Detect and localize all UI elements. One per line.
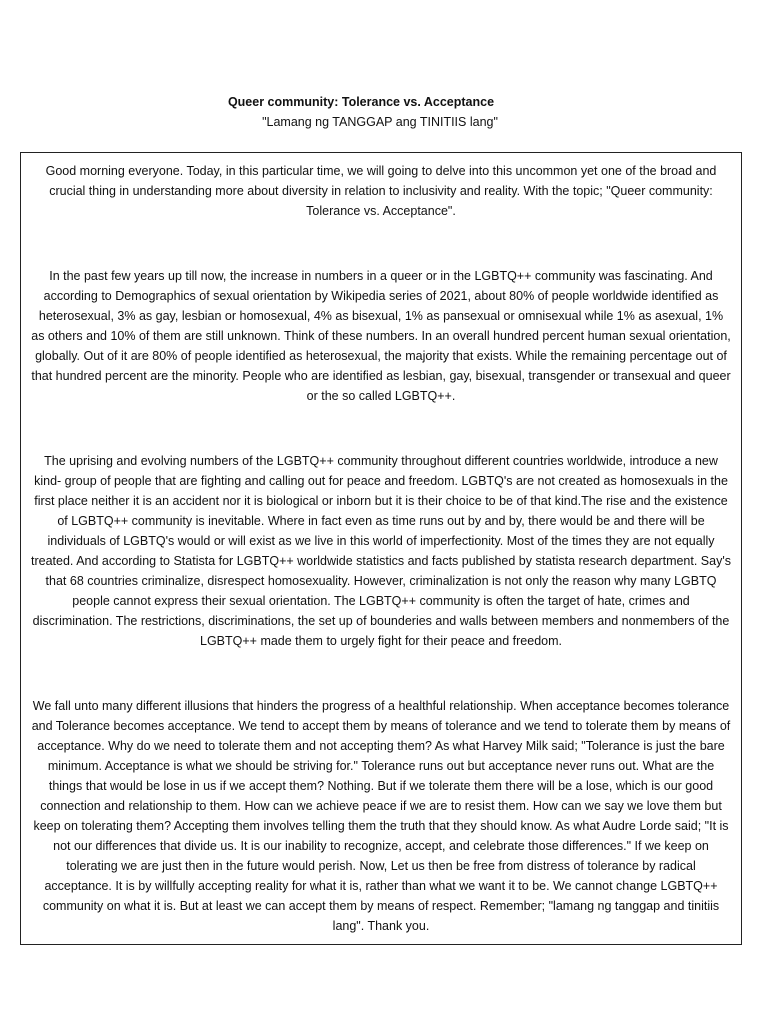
document-title: Queer community: Tolerance vs. Acceptance xyxy=(227,95,495,109)
paragraph-demographics: In the past few years up till now, the increase in numbers in a queer or in the LGBTQ++ community was fascinating. And according to Demographics of sexual orientation by Wikipedia series of 2021, about 80% of people worldwide identified as heterosexual, 3% as gay, lesbian or homosexual, 4% as bisexual, 1% as pansexual or omnisexual while 1% as asexual, 1% as others and 10% of them are still unknown. Think of these numbers. In an overall hundred percent human sexual orientation, globally. Out of it are 80% of people identified as heterosexual, the majority that exists. While the remaining percentage out of that hundred percent are the minority. People who are identified as lesbian, gay, bisexual, transgender or transexual and queer or the so called LGBTQ++. xyxy=(31,269,731,403)
paragraph-discrimination: The uprising and evolving numbers of the LGBTQ++ community throughout different countries worldwide, introduce a new kind- group of people that are fighting and calling out for peace and freedom. LGBTQ's are not created as homosexuals in the first place neither it is an accident nor it is biological or inborn but it is their choice to be of that kind.The rise and the existence of LGBTQ++ community is inevitable. Where in fact even as time runs out by and by, there would be and there will be individuals of LGBTQ's would or will exist as we live in this world of imperfectionity. Most of the times they are not equally treated. And according to Statista for LGBTQ++ worldwide statistics and facts published by statista research department. Say's that 68 countries criminalize, disrespect homosexuality. However, criminalization is not only the reason why many LGBTQ people cannot express their sexual orientation. The LGBTQ++ community is often the target of hate, crimes and discrimination. The restrictions, discriminations, the set up of bounderies and walls between members and nonmembers of the LGBTQ++ made them to urgely fight for their peace and freedom. xyxy=(31,454,731,648)
speech-text-box xyxy=(20,152,742,945)
paragraph-introduction: Good morning everyone. Today, in this particular time, we will going to delve into this uncommon yet one of the broad and crucial thing in understanding more about diversity in relation to inclusivity and reality. With the topic; "Queer community: Tolerance vs. Acceptance". xyxy=(45,164,717,218)
document-subtitle: "Lamang ng TANGGAP ang TINITIIS lang" xyxy=(262,115,498,129)
paragraph-acceptance: We fall unto many different illusions that hinders the progress of a healthful relationship. When acceptance becomes tolerance and Tolerance becomes acceptance. We tend to accept them by means of tolerance and we tend to tolerate them by means of acceptance. Why do we need to tolerate them and not accepting them? As what Harvey Milk said; "Tolerance is just the bare minimum. Acceptance is what we should be striving for." Tolerance runs out but acceptance never runs out. What are the things that would be lose in us if we accept them? Nothing. But if we tolerate them there will be a lose, which is our good connection and relationship to them. How can we achieve peace if we are to resist them. How can we say we love them but keep on tolerating them? Accepting them involves telling them the truth that they should know. As what Audre Lorde said; "It is not our differences that divide us. It is our inability to recognize, accept, and celebrate those differences." If we keep on tolerating we are just then in the future would perish. Now, Let us then be free from distress of tolerance by radical acceptance. It is by willfully accepting reality for what it is, rather than what we want it to be. We cannot change LGBTQ++ community on what it is. But at least we can accept them by means of respect. Remember; "lamang ng tanggap and tinitiis lang". Thank you. xyxy=(31,699,731,933)
